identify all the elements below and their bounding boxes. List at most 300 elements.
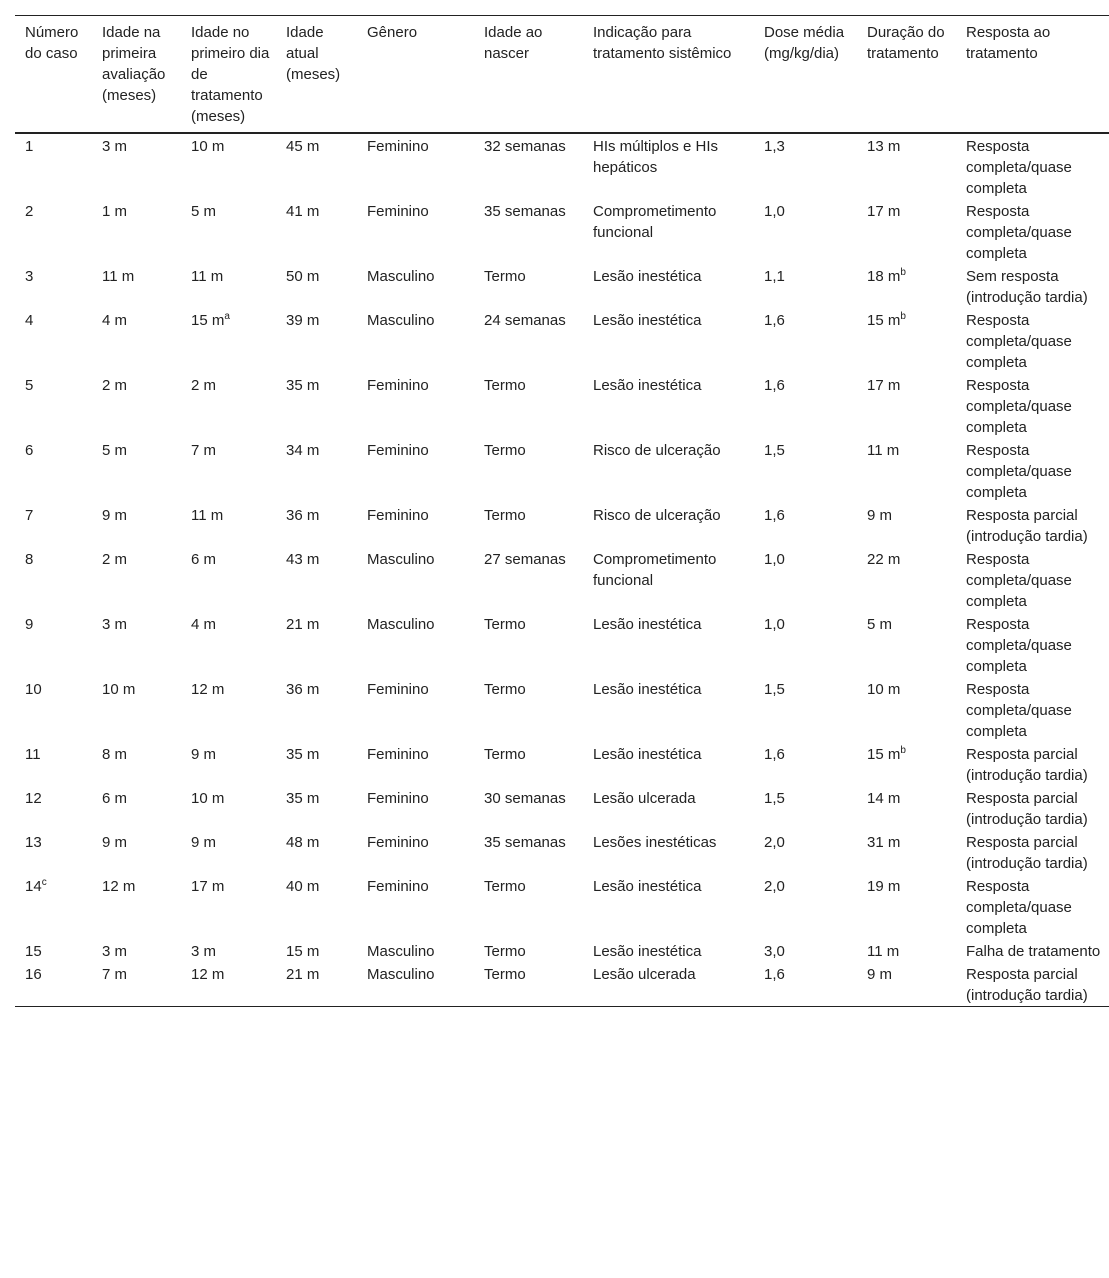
cell-genero-text: Masculino xyxy=(367,551,435,568)
cell-idade-atual-text: 35 m xyxy=(286,746,320,763)
cell-dose-media-text: 1,0 xyxy=(764,616,785,633)
cell-resposta-text: Resposta parcial (introdução tardia) xyxy=(966,746,1088,784)
cell-numero-caso xyxy=(15,786,92,830)
cell-idade-atual-text: 36 m xyxy=(286,507,320,524)
cell-numero-caso-text: 2 xyxy=(25,203,34,220)
cell-duracao-text: 9 m xyxy=(867,966,893,983)
cell-dose-media-text: 2,0 xyxy=(764,878,785,895)
cell-idade-primeiro-dia xyxy=(181,962,276,1007)
table-row xyxy=(15,939,1109,962)
cell-dose-media xyxy=(754,199,857,264)
cell-dose-media-text: 1,6 xyxy=(764,377,785,394)
cell-dose-media xyxy=(754,308,857,373)
cell-idade-atual-text: 39 m xyxy=(286,312,320,329)
cell-genero xyxy=(357,547,474,612)
cell-indicacao-text: Comprometimento funcional xyxy=(593,203,717,241)
cell-idade-ao-nascer xyxy=(474,874,583,939)
cell-idade-atual xyxy=(276,438,357,503)
cell-indicacao xyxy=(583,962,754,1007)
cell-genero-text: Feminino xyxy=(367,834,429,851)
cell-idade-ao-nascer xyxy=(474,264,583,308)
cell-idade-primeira-avaliacao-text: 2 m xyxy=(102,377,128,394)
header-genero: Gênero xyxy=(367,24,418,41)
cell-indicacao xyxy=(583,874,754,939)
cell-numero-caso-text: 8 xyxy=(25,551,34,568)
cell-idade-atual xyxy=(276,786,357,830)
cell-indicacao xyxy=(583,199,754,264)
cell-genero xyxy=(357,677,474,742)
cell-duracao xyxy=(857,373,956,438)
table-row xyxy=(15,874,1109,939)
cell-dose-media-text: 1,0 xyxy=(764,203,785,220)
cell-idade-primeiro-dia-text: 17 m xyxy=(191,878,225,895)
table-row xyxy=(15,547,1109,612)
cell-dose-media xyxy=(754,438,857,503)
cell-numero-caso xyxy=(15,742,92,786)
cell-numero-caso xyxy=(15,874,92,939)
cell-idade-ao-nascer-text: Termo xyxy=(484,966,526,983)
cell-genero xyxy=(357,199,474,264)
cell-idade-atual-text: 36 m xyxy=(286,681,320,698)
cell-resposta-text: Sem resposta (introdução tardia) xyxy=(966,268,1088,306)
cell-idade-primeira-avaliacao xyxy=(92,264,181,308)
cell-dose-media-text: 1,1 xyxy=(764,268,785,285)
cell-resposta xyxy=(956,742,1109,786)
cell-resposta xyxy=(956,373,1109,438)
table-row xyxy=(15,264,1109,308)
cell-indicacao-text: Lesão ulcerada xyxy=(593,966,696,983)
cell-idade-primeiro-dia xyxy=(181,874,276,939)
cell-idade-primeiro-dia-text: 12 m xyxy=(191,681,225,698)
cell-resposta xyxy=(956,503,1109,547)
cell-idade-primeira-avaliacao-text: 10 m xyxy=(102,681,136,698)
cell-idade-ao-nascer-text: Termo xyxy=(484,377,526,394)
cell-idade-primeira-avaliacao-text: 4 m xyxy=(102,312,128,329)
cell-resposta xyxy=(956,612,1109,677)
cell-idade-ao-nascer-text: Termo xyxy=(484,681,526,698)
cell-indicacao xyxy=(583,373,754,438)
cell-idade-ao-nascer xyxy=(474,503,583,547)
cell-idade-atual-text: 15 m xyxy=(286,943,320,960)
cell-indicacao xyxy=(583,742,754,786)
cell-duracao-text: 15 m xyxy=(867,312,901,329)
cell-idade-primeiro-dia xyxy=(181,438,276,503)
cell-resposta-text: Resposta completa/quase completa xyxy=(966,616,1072,675)
cell-resposta-text: Resposta completa/quase completa xyxy=(966,551,1072,610)
cell-idade-primeiro-dia-text: 11 m xyxy=(191,507,224,524)
cell-duracao xyxy=(857,438,956,503)
cell-numero-caso xyxy=(15,199,92,264)
cell-indicacao-text: Lesões inestéticas xyxy=(593,834,717,851)
cell-duracao-text: 17 m xyxy=(867,377,901,394)
cell-idade-primeira-avaliacao-text: 11 m xyxy=(102,268,135,285)
cell-indicacao-text: Lesão inestética xyxy=(593,878,702,895)
cell-idade-ao-nascer-text: 27 semanas xyxy=(484,551,566,568)
cell-idade-atual-text: 43 m xyxy=(286,551,320,568)
cell-numero-caso-text: 1 xyxy=(25,138,34,155)
cell-idade-primeiro-dia xyxy=(181,308,276,373)
cell-genero-text: Masculino xyxy=(367,943,435,960)
cell-idade-primeiro-dia xyxy=(181,547,276,612)
cell-idade-primeiro-dia xyxy=(181,199,276,264)
cell-indicacao xyxy=(583,133,754,199)
cell-indicacao-text: Lesão inestética xyxy=(593,268,702,285)
cell-dose-media-text: 1,6 xyxy=(764,746,785,763)
cell-idade-ao-nascer-text: Termo xyxy=(484,746,526,763)
cell-duracao-text: 11 m xyxy=(867,442,900,459)
cell-numero-caso-text: 10 xyxy=(25,681,42,698)
cell-duracao-text: 9 m xyxy=(867,507,893,524)
cell-resposta xyxy=(956,199,1109,264)
cell-idade-atual xyxy=(276,962,357,1007)
cell-numero-caso xyxy=(15,133,92,199)
header-idade-atual: Idade atual (meses) xyxy=(286,24,341,83)
cell-idade-primeira-avaliacao xyxy=(92,547,181,612)
cell-duracao xyxy=(857,264,956,308)
cell-indicacao-text: HIs múltiplos e HIs hepáticos xyxy=(593,138,719,176)
cell-idade-ao-nascer xyxy=(474,962,583,1007)
cell-idade-ao-nascer xyxy=(474,939,583,962)
cell-idade-ao-nascer xyxy=(474,612,583,677)
cell-idade-primeira-avaliacao xyxy=(92,830,181,874)
cell-resposta xyxy=(956,438,1109,503)
footnote-marker: a xyxy=(224,311,230,322)
cell-duracao-text: 19 m xyxy=(867,878,901,895)
cell-idade-primeira-avaliacao xyxy=(92,962,181,1007)
cell-duracao xyxy=(857,133,956,199)
cell-numero-caso-text: 13 xyxy=(25,834,42,851)
cell-indicacao xyxy=(583,503,754,547)
cell-idade-primeira-avaliacao xyxy=(92,199,181,264)
cell-genero-text: Feminino xyxy=(367,878,429,895)
cell-indicacao-text: Risco de ulceração xyxy=(593,507,721,524)
cell-numero-caso-text: 5 xyxy=(25,377,34,394)
cell-idade-ao-nascer-text: 24 semanas xyxy=(484,312,566,329)
header-dose-media: Dose média (mg/kg/dia) xyxy=(764,24,845,62)
cell-dose-media xyxy=(754,874,857,939)
cell-duracao xyxy=(857,199,956,264)
table-row xyxy=(15,308,1109,373)
cell-idade-primeiro-dia xyxy=(181,677,276,742)
cell-dose-media-text: 1,5 xyxy=(764,790,785,807)
cell-dose-media-text: 1,5 xyxy=(764,442,785,459)
cell-numero-caso xyxy=(15,264,92,308)
cell-idade-primeira-avaliacao-text: 7 m xyxy=(102,966,128,983)
cell-idade-atual-text: 34 m xyxy=(286,442,320,459)
cell-dose-media-text: 1,5 xyxy=(764,681,785,698)
cell-numero-caso-text: 11 xyxy=(25,746,41,763)
cell-genero xyxy=(357,133,474,199)
cell-idade-ao-nascer-text: Termo xyxy=(484,268,526,285)
cell-resposta-text: Resposta completa/quase completa xyxy=(966,878,1072,937)
cell-indicacao xyxy=(583,612,754,677)
header-row xyxy=(15,16,1109,134)
cell-idade-ao-nascer xyxy=(474,438,583,503)
cell-idade-ao-nascer-text: Termo xyxy=(484,442,526,459)
cell-indicacao xyxy=(583,830,754,874)
cell-idade-atual xyxy=(276,742,357,786)
cell-indicacao xyxy=(583,264,754,308)
cell-indicacao-text: Comprometimento funcional xyxy=(593,551,717,589)
cell-indicacao xyxy=(583,547,754,612)
cell-resposta-text: Resposta parcial (introdução tardia) xyxy=(966,966,1088,1004)
cell-indicacao-text: Lesão inestética xyxy=(593,616,702,633)
cell-idade-atual xyxy=(276,133,357,199)
cell-duracao-text: 10 m xyxy=(867,681,901,698)
cell-dose-media xyxy=(754,547,857,612)
footnote-marker: b xyxy=(900,745,906,756)
cell-idade-primeiro-dia xyxy=(181,133,276,199)
cell-indicacao-text: Lesão inestética xyxy=(593,681,702,698)
cell-numero-caso-text: 9 xyxy=(25,616,34,633)
cell-idade-primeira-avaliacao-text: 5 m xyxy=(102,442,128,459)
cell-idade-primeira-avaliacao-text: 2 m xyxy=(102,551,128,568)
header-indicacao: Indicação para tratamento sistêmico xyxy=(593,24,732,62)
cell-idade-primeira-avaliacao xyxy=(92,612,181,677)
cell-indicacao xyxy=(583,786,754,830)
cell-idade-primeiro-dia xyxy=(181,373,276,438)
cell-genero-text: Masculino xyxy=(367,312,435,329)
cell-idade-ao-nascer xyxy=(474,677,583,742)
cell-dose-media xyxy=(754,830,857,874)
cell-idade-primeira-avaliacao xyxy=(92,874,181,939)
footnote-marker: b xyxy=(900,311,906,322)
header-numero-caso: Número do caso xyxy=(25,24,79,62)
cell-resposta-text: Resposta completa/quase completa xyxy=(966,377,1072,436)
cell-idade-ao-nascer xyxy=(474,373,583,438)
cell-idade-ao-nascer-text: 30 semanas xyxy=(484,790,566,807)
header-duracao: Duração do tratamento xyxy=(867,24,945,62)
cell-dose-media xyxy=(754,742,857,786)
cell-duracao-text: 17 m xyxy=(867,203,901,220)
cell-idade-primeiro-dia-text: 7 m xyxy=(191,442,217,459)
cell-idade-primeiro-dia-text: 15 m xyxy=(191,312,225,329)
cell-idade-ao-nascer xyxy=(474,133,583,199)
cell-numero-caso xyxy=(15,503,92,547)
cell-genero xyxy=(357,438,474,503)
cell-idade-atual xyxy=(276,547,357,612)
cell-idade-primeiro-dia xyxy=(181,612,276,677)
cell-duracao xyxy=(857,503,956,547)
cell-dose-media-text: 3,0 xyxy=(764,943,785,960)
table-row xyxy=(15,199,1109,264)
cell-genero-text: Feminino xyxy=(367,377,429,394)
table-body xyxy=(15,133,1109,1007)
cell-idade-primeiro-dia-text: 9 m xyxy=(191,746,217,763)
cell-resposta-text: Resposta completa/quase completa xyxy=(966,312,1072,371)
cell-idade-primeiro-dia-text: 4 m xyxy=(191,616,217,633)
cell-idade-primeira-avaliacao xyxy=(92,308,181,373)
cell-idade-primeira-avaliacao xyxy=(92,742,181,786)
cell-indicacao-text: Lesão ulcerada xyxy=(593,790,696,807)
cell-duracao xyxy=(857,962,956,1007)
cell-duracao-text: 18 m xyxy=(867,268,901,285)
cell-resposta-text: Falha de tratamento xyxy=(966,943,1101,960)
cell-idade-primeiro-dia-text: 9 m xyxy=(191,834,217,851)
cell-idade-primeiro-dia xyxy=(181,503,276,547)
cell-resposta xyxy=(956,308,1109,373)
cell-idade-primeiro-dia xyxy=(181,939,276,962)
cell-dose-media xyxy=(754,503,857,547)
cell-duracao xyxy=(857,742,956,786)
cell-idade-ao-nascer-text: Termo xyxy=(484,943,526,960)
cell-genero xyxy=(357,939,474,962)
cell-duracao-text: 14 m xyxy=(867,790,901,807)
cell-idade-ao-nascer xyxy=(474,742,583,786)
cell-resposta xyxy=(956,939,1109,962)
cell-idade-primeiro-dia xyxy=(181,786,276,830)
cell-dose-media-text: 1,6 xyxy=(764,966,785,983)
cell-idade-ao-nascer-text: Termo xyxy=(484,616,526,633)
cell-dose-media-text: 1,0 xyxy=(764,551,785,568)
cell-numero-caso xyxy=(15,939,92,962)
cell-idade-ao-nascer xyxy=(474,786,583,830)
cell-idade-ao-nascer xyxy=(474,199,583,264)
cell-genero xyxy=(357,874,474,939)
cell-idade-atual xyxy=(276,199,357,264)
cell-idade-ao-nascer-text: 35 semanas xyxy=(484,203,566,220)
cell-numero-caso-text: 4 xyxy=(25,312,34,329)
cell-numero-caso xyxy=(15,547,92,612)
cell-idade-primeiro-dia-text: 11 m xyxy=(191,268,224,285)
cell-idade-atual xyxy=(276,264,357,308)
cell-dose-media xyxy=(754,612,857,677)
cell-duracao xyxy=(857,830,956,874)
cell-genero-text: Feminino xyxy=(367,746,429,763)
cell-idade-primeira-avaliacao-text: 6 m xyxy=(102,790,128,807)
cell-genero xyxy=(357,786,474,830)
cell-idade-primeira-avaliacao xyxy=(92,438,181,503)
cell-genero-text: Feminino xyxy=(367,681,429,698)
cell-duracao xyxy=(857,786,956,830)
cell-duracao-text: 11 m xyxy=(867,943,900,960)
cell-numero-caso-text: 14 xyxy=(25,878,42,895)
cell-idade-ao-nascer xyxy=(474,547,583,612)
cell-numero-caso-text: 3 xyxy=(25,268,34,285)
cell-duracao-text: 15 m xyxy=(867,746,901,763)
cell-idade-primeira-avaliacao-text: 3 m xyxy=(102,943,128,960)
cell-indicacao-text: Lesão inestética xyxy=(593,943,702,960)
cell-numero-caso xyxy=(15,612,92,677)
table-row xyxy=(15,373,1109,438)
cell-genero xyxy=(357,503,474,547)
cell-idade-primeira-avaliacao xyxy=(92,133,181,199)
cell-idade-atual-text: 21 m xyxy=(286,616,320,633)
cell-duracao xyxy=(857,677,956,742)
cell-resposta-text: Resposta parcial (introdução tardia) xyxy=(966,507,1088,545)
table-row xyxy=(15,133,1109,199)
cell-idade-primeiro-dia xyxy=(181,742,276,786)
cell-resposta xyxy=(956,547,1109,612)
cell-genero-text: Feminino xyxy=(367,203,429,220)
cell-idade-ao-nascer-text: 32 semanas xyxy=(484,138,566,155)
cell-idade-primeiro-dia-text: 12 m xyxy=(191,966,225,983)
cell-idade-primeiro-dia-text: 10 m xyxy=(191,138,225,155)
table-row xyxy=(15,830,1109,874)
table-row xyxy=(15,438,1109,503)
cell-genero xyxy=(357,830,474,874)
cell-dose-media-text: 1,3 xyxy=(764,138,785,155)
cell-idade-ao-nascer-text: Termo xyxy=(484,507,526,524)
cell-idade-primeira-avaliacao xyxy=(92,939,181,962)
cell-numero-caso xyxy=(15,438,92,503)
cell-idade-primeira-avaliacao-text: 1 m xyxy=(102,203,128,220)
header-idade-primeira-avaliacao: Idade na primeira avaliação (meses) xyxy=(102,24,166,104)
table-row xyxy=(15,786,1109,830)
cell-dose-media xyxy=(754,264,857,308)
cell-duracao xyxy=(857,308,956,373)
cell-duracao xyxy=(857,939,956,962)
cell-duracao xyxy=(857,874,956,939)
cell-dose-media-text: 1,6 xyxy=(764,312,785,329)
cell-resposta xyxy=(956,962,1109,1007)
cell-numero-caso-text: 16 xyxy=(25,966,42,983)
cell-genero-text: Feminino xyxy=(367,507,429,524)
cell-idade-atual xyxy=(276,874,357,939)
cell-idade-primeira-avaliacao-text: 12 m xyxy=(102,878,136,895)
cell-resposta-text: Resposta parcial (introdução tardia) xyxy=(966,790,1088,828)
cell-idade-ao-nascer xyxy=(474,308,583,373)
cell-idade-primeira-avaliacao-text: 3 m xyxy=(102,138,128,155)
cell-idade-atual-text: 48 m xyxy=(286,834,320,851)
cell-indicacao xyxy=(583,438,754,503)
cell-genero xyxy=(357,373,474,438)
data-table xyxy=(15,15,1109,1007)
table-row xyxy=(15,677,1109,742)
cell-numero-caso xyxy=(15,677,92,742)
cell-idade-primeiro-dia-text: 3 m xyxy=(191,943,217,960)
footnote-marker: b xyxy=(900,267,906,278)
table-header xyxy=(15,16,1109,134)
cell-resposta xyxy=(956,677,1109,742)
cell-duracao-text: 13 m xyxy=(867,138,901,155)
cell-indicacao-text: Risco de ulceração xyxy=(593,442,721,459)
cell-genero xyxy=(357,742,474,786)
cell-idade-primeiro-dia xyxy=(181,264,276,308)
cell-indicacao xyxy=(583,939,754,962)
cell-numero-caso xyxy=(15,308,92,373)
cell-resposta-text: Resposta completa/quase completa xyxy=(966,681,1072,740)
cell-idade-primeira-avaliacao xyxy=(92,786,181,830)
cell-dose-media xyxy=(754,677,857,742)
cell-genero xyxy=(357,264,474,308)
cell-idade-atual xyxy=(276,612,357,677)
cell-numero-caso xyxy=(15,830,92,874)
cell-genero-text: Masculino xyxy=(367,966,435,983)
footnote-marker: c xyxy=(41,877,47,888)
cell-indicacao-text: Lesão inestética xyxy=(593,746,702,763)
cell-dose-media xyxy=(754,133,857,199)
header-resposta: Resposta ao tratamento xyxy=(966,24,1051,62)
cell-dose-media xyxy=(754,786,857,830)
cell-idade-primeira-avaliacao xyxy=(92,677,181,742)
cell-indicacao-text: Lesão inestética xyxy=(593,377,702,394)
header-idade-primeiro-dia: Idade no primeiro dia de tratamento (meses) xyxy=(191,24,270,125)
cell-idade-atual-text: 21 m xyxy=(286,966,320,983)
cell-idade-primeiro-dia xyxy=(181,830,276,874)
cell-resposta xyxy=(956,830,1109,874)
cell-genero-text: Feminino xyxy=(367,790,429,807)
cell-dose-media-text: 1,6 xyxy=(764,507,785,524)
table-row xyxy=(15,503,1109,547)
cell-duracao xyxy=(857,547,956,612)
cell-genero-text: Masculino xyxy=(367,268,435,285)
cell-idade-primeira-avaliacao xyxy=(92,373,181,438)
cell-genero-text: Masculino xyxy=(367,616,435,633)
table-row xyxy=(15,612,1109,677)
cell-idade-primeira-avaliacao xyxy=(92,503,181,547)
cell-idade-atual xyxy=(276,503,357,547)
